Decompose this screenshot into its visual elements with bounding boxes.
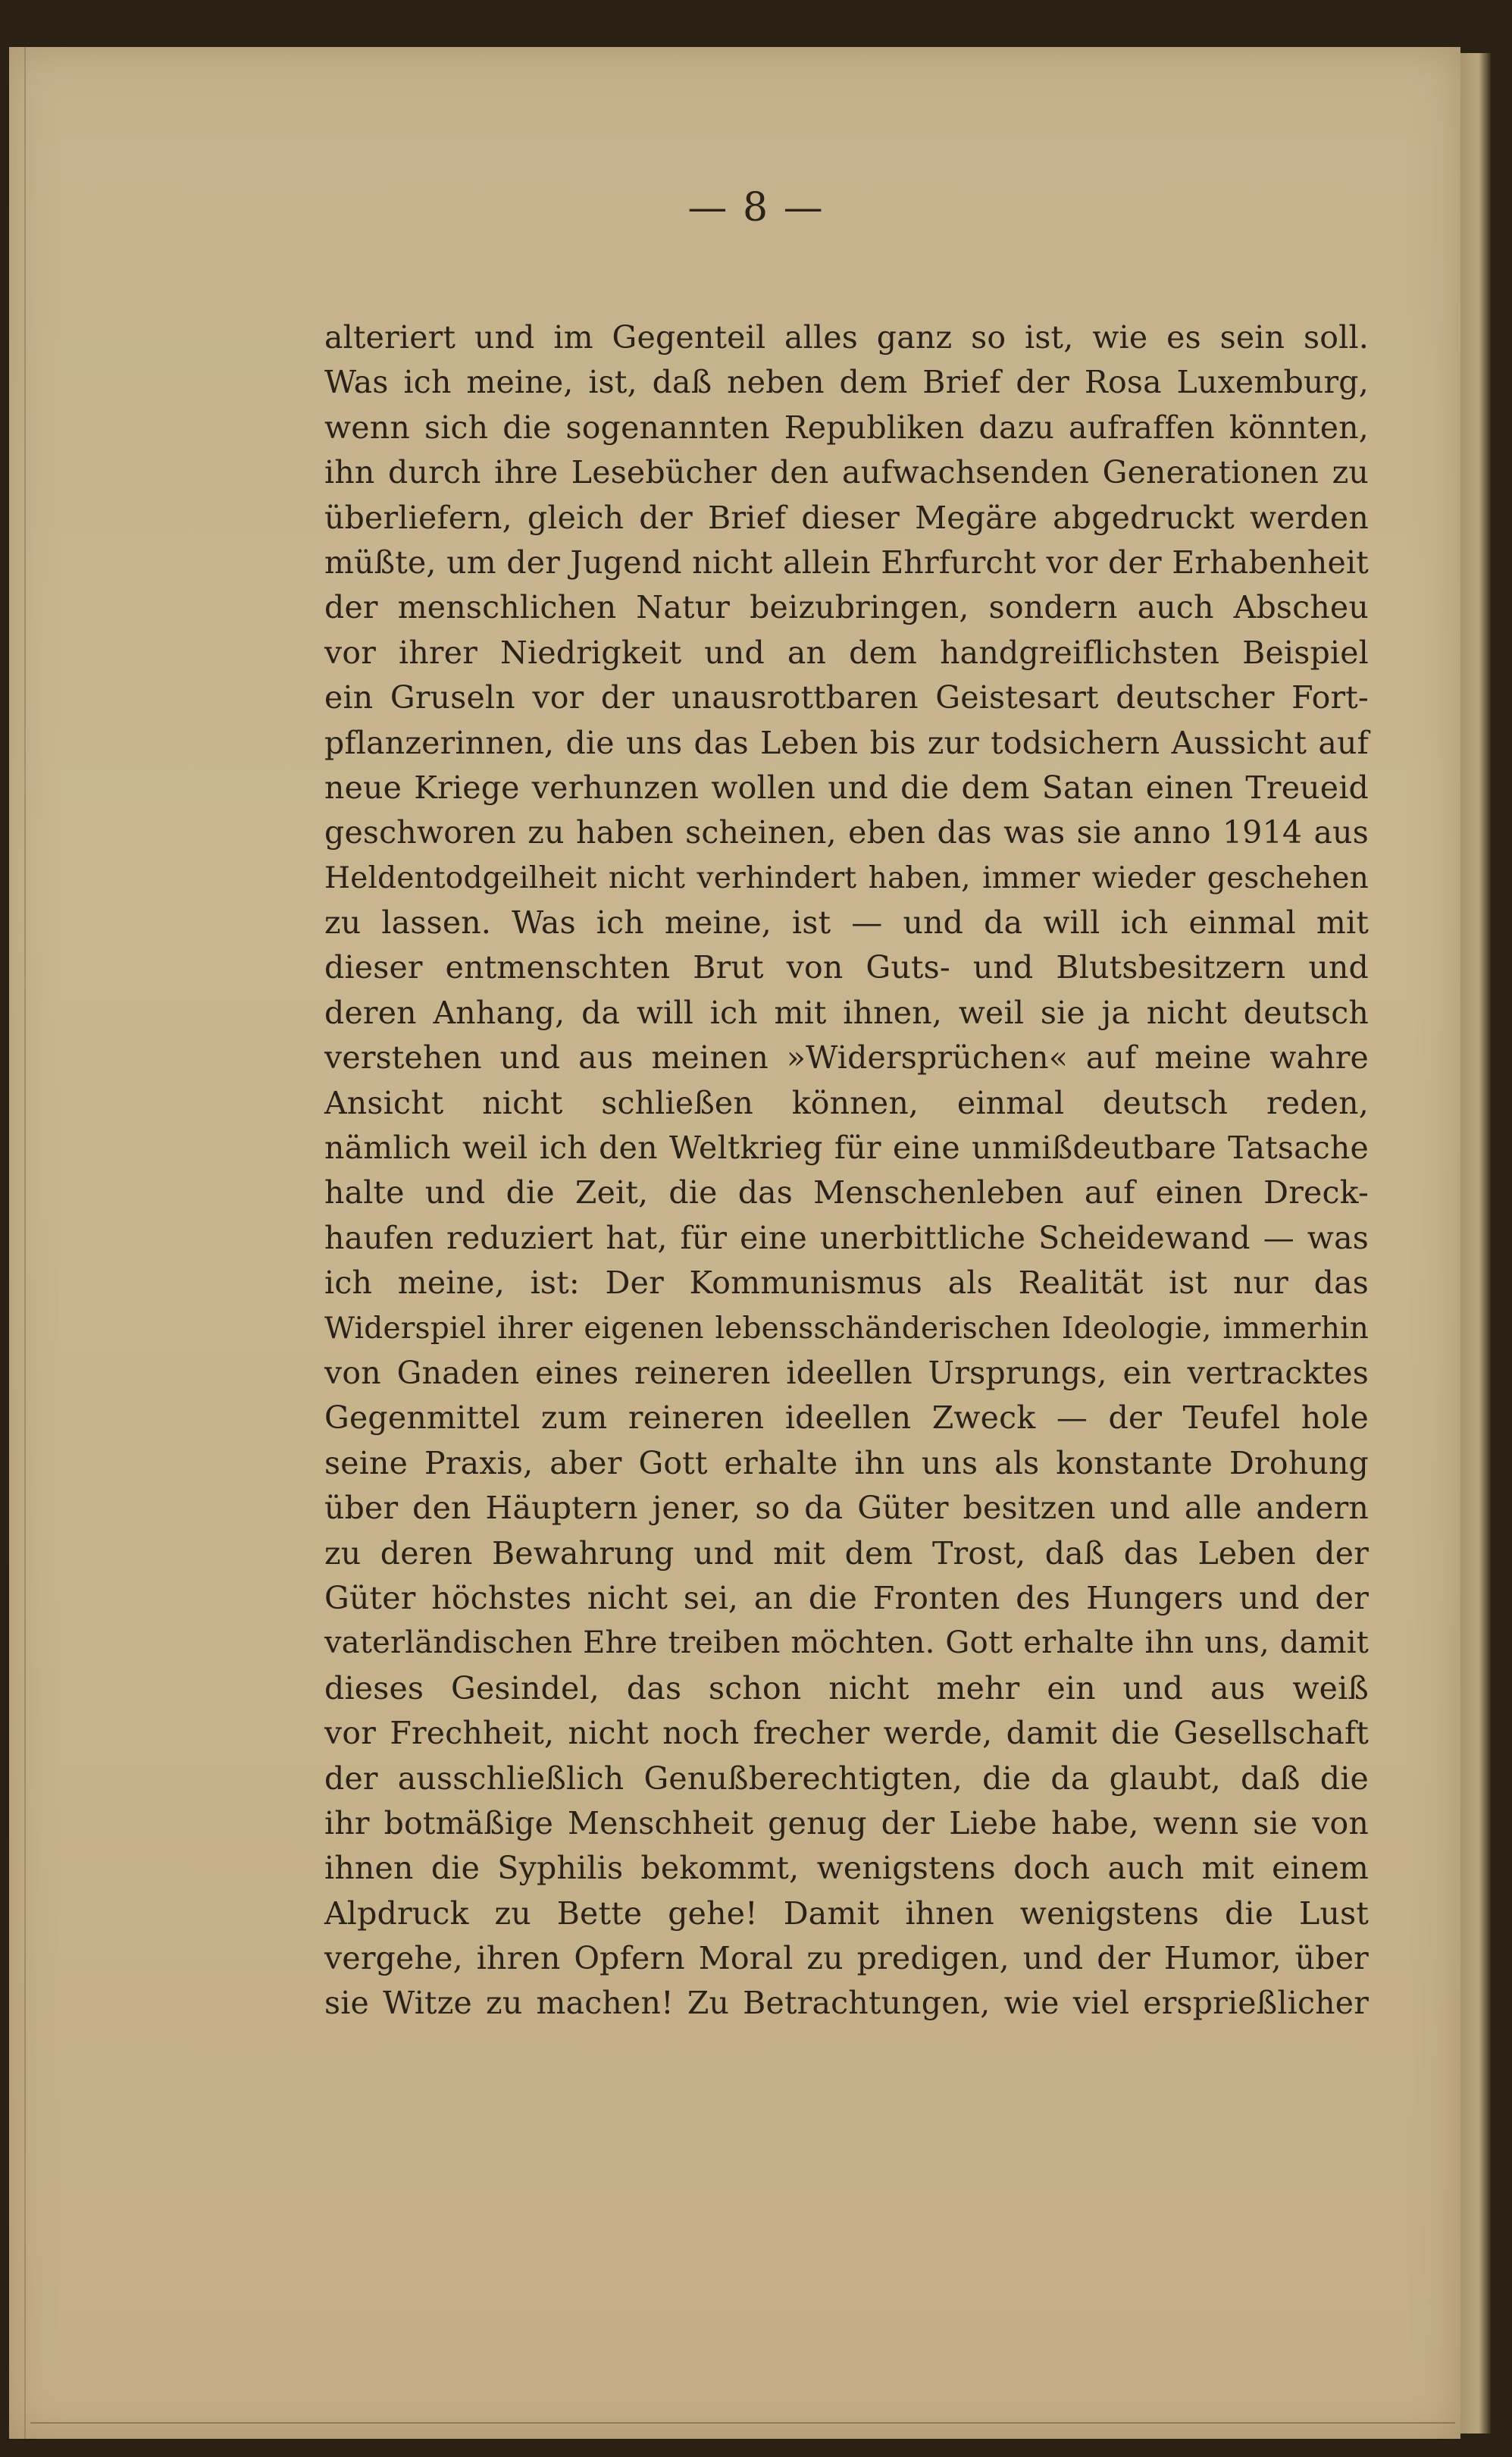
text-line: von Gnaden eines reineren ideellen Ursprungs, ein vertracktes	[324, 1354, 1369, 1391]
page-edge	[1460, 53, 1491, 2433]
text-line: ihr botmäßige Menschheit genug der Liebe habe, wenn sie von	[324, 1804, 1369, 1841]
text-line: über den Häuptern jener, so da Güter besitzen und alle andern	[324, 1490, 1369, 1527]
bottom-edge-line	[30, 2422, 1455, 2424]
text-line: Ansicht nicht schließen können, einmal deutsch reden,	[324, 1084, 1369, 1121]
text-line: ich meine, ist: Der Kommunismus als Realität ist nur das	[324, 1265, 1369, 1302]
text-line: Gegenmittel zum reineren ideellen Zweck — der Teufel hole	[324, 1399, 1369, 1437]
text-line: vor Frechheit, nicht noch frecher werde, damit die Gesellschaft	[324, 1715, 1369, 1752]
text-line: Widerspiel ihrer eigenen lebensschänderischen Ideologie, immerhin	[324, 1311, 1369, 1346]
text-line: sie Witze zu machen! Zu Betrachtungen, wie viel ersprießlicher	[324, 1985, 1369, 2022]
text-line: der ausschließlich Genußberechtigten, die da glaubt, daß die	[324, 1760, 1369, 1797]
text-line: vergehe, ihren Opfern Moral zu predigen, und der Humor, über	[324, 1940, 1369, 1977]
text-line: dieser entmenschten Brut von Guts- und Blutsbesitzern und	[324, 949, 1369, 986]
text-line: pflanzerinnen, die uns das Leben bis zur todsichern Aussicht auf	[324, 724, 1369, 761]
body-text	[324, 315, 1369, 2026]
text-line: verstehen und aus meinen »Widersprüchen« auf meine wahre	[324, 1039, 1369, 1077]
text-line: der menschlichen Natur beizubringen, sondern auch Abscheu	[324, 589, 1369, 626]
text-line: nämlich weil ich den Weltkrieg für eine unmißdeutbare Tatsache	[324, 1130, 1369, 1167]
text-line: deren Anhang, da will ich mit ihnen, weil sie ja nicht deutsch	[324, 994, 1369, 1031]
text-line: haufen reduziert hat, für eine unerbittliche Scheidewand — was	[324, 1219, 1369, 1256]
text-line: Güter höchstes nicht sei, an die Fronten des Hungers und der	[324, 1579, 1369, 1616]
page-number: — 8 —	[687, 185, 825, 230]
text-line: Was ich meine, ist, daß neben dem Brief der Rosa Luxemburg,	[324, 364, 1369, 401]
text-line: wenn sich die sogenannten Republiken dazu aufraffen könnten,	[324, 409, 1369, 446]
fold-line	[24, 47, 26, 2439]
text-line: zu lassen. Was ich meine, ist — und da will ich einmal mit	[324, 904, 1369, 942]
text-line: Heldentodgeilheit nicht verhindert haben, immer wieder geschehen	[324, 860, 1369, 895]
text-line: dieses Gesindel, das schon nicht mehr ein und aus weiß	[324, 1669, 1369, 1706]
text-line: seine Praxis, aber Gott erhalte ihn uns als konstante Drohung	[324, 1444, 1369, 1481]
text-line: geschworen zu haben scheinen, eben das was sie anno 1914 aus	[324, 814, 1369, 851]
text-line: müßte, um der Jugend nicht allein Ehrfurcht vor der Erhabenheit	[324, 544, 1369, 581]
text-line: ein Gruseln vor der unausrottbaren Geistesart deutscher Fort-	[324, 679, 1369, 716]
text-line: Alpdruck zu Bette gehe! Damit ihnen wenigstens die Lust	[324, 1894, 1369, 1932]
text-line: überliefern, gleich der Brief dieser Megäre abgedruckt werden	[324, 499, 1369, 536]
text-line: halte und die Zeit, die das Menschenleben auf einen Dreck-	[324, 1174, 1369, 1211]
text-line: alteriert und im Gegenteil alles ganz so ist, wie es sein soll.	[324, 319, 1369, 356]
text-line: ihnen die Syphilis bekommt, wenigstens doch auch mit einem	[324, 1850, 1369, 1887]
text-line: ihn durch ihre Lesebücher den aufwachsenden Generationen zu	[324, 454, 1369, 491]
text-line: neue Kriege verhunzen wollen und die dem Satan einen Treueid	[324, 769, 1369, 806]
text-line: vor ihrer Niedrigkeit und an dem handgreiflichsten Beispiel	[324, 634, 1369, 671]
text-line: vaterländischen Ehre treiben möchten. Gott erhalte ihn uns, damit	[324, 1625, 1369, 1661]
text-line: zu deren Bewahrung und mit dem Trost, daß das Leben der	[324, 1534, 1369, 1572]
